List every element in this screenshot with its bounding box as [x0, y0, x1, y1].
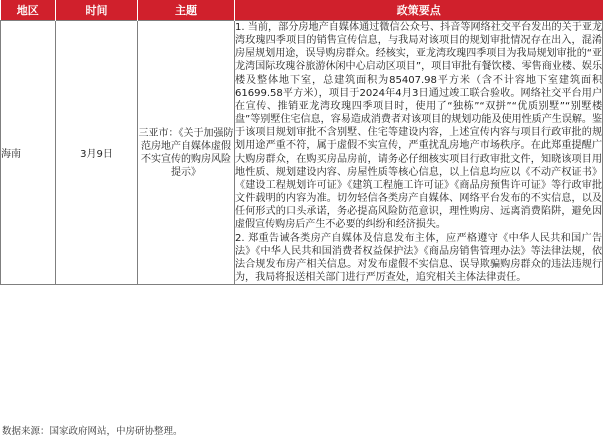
cell-region: 海南	[1, 21, 56, 285]
policy-point-1: 1. 当前，部分房地产自媒体通过微信公众号、抖音等网络社交平台发出的关于亚龙湾玫瑰四季项目的销售宣传信息，与我局对该项目的规划审批情况存在出入，混淆房屋规划用途，误导购房群众。经核实，亚龙湾玫瑰四季项目为我局规划审批的“亚龙湾国际玫瑰谷旅游休闲中心启动区项目”，项目审批有餐饮楼、零售商业楼、娱乐楼及整体地下室，总建筑面积为85407.98平方米（含不计容地下室建筑面积61699.58平方米），项目于2024年4月3日通过竣工联合验收。网络社交平台用户在宣传、推销亚龙湾玫瑰四季项目时，使用了“独栋”“双拼”“优质别墅”“别墅楼盘”等别墅住宅信息，容易造成消费者对该项目的规划功能及使用性质产生误解。鉴于该项目规划审批不含别墅、住宅等建设内容，上述宣传内容与项目行政审批的规划用途严重不符，属于虚假不实宣传，严重扰乱房地产市场秩序。在此郑重提醒广大购房群众，在购买房品房前，请务必仔细核实项目行政审批文件，知晓该项目用地性质、规划建设内容、房屋性质等核心信息，以上信息均应以《不动产权证书》《建设工程规划许可证》《建筑工程施工许可证》《商品房预售许可证》等行政审批文件载明的内容为准。切勿轻信各类房产自媒体、网络平台发布的不实信息，以及任何形式的口头承诺，务必提高风险防范意识，理性购房、远离消费陷阱，避免因虚假宣传购房后产生不必要的纠纷和经济损失。	[235, 22, 602, 231]
cell-policy-points	[235, 21, 603, 285]
table-row	[1, 21, 603, 285]
header-theme: 主题	[138, 0, 235, 21]
header-policy-points: 政策要点	[235, 0, 603, 21]
header-date: 时间	[56, 0, 138, 21]
header-region: 地区	[1, 0, 56, 21]
data-source-note: 数据来源：国家政府网站，中房研协整理。	[2, 426, 183, 437]
cell-date: 3月9日	[56, 21, 138, 285]
table-header-row	[1, 0, 603, 21]
cell-theme: 三亚市：《关于加强防范房地产自媒体虚假不实宣传的购房风险提示》	[138, 21, 235, 285]
policy-point-2: 2. 郑重告诫各类房产自媒体及信息发布主体，应严格遵守《中华人民共和国广告法》《中华人民共和国消费者权益保护法》《商品房销售管理办法》等法律法规，依法合规发布房产相关信息。对发布虚假不实信息、误导欺骗购房群众的违法违规行为，我局将报送相关部门进行严厉查处，追究相关主体法律责任。	[235, 232, 602, 283]
